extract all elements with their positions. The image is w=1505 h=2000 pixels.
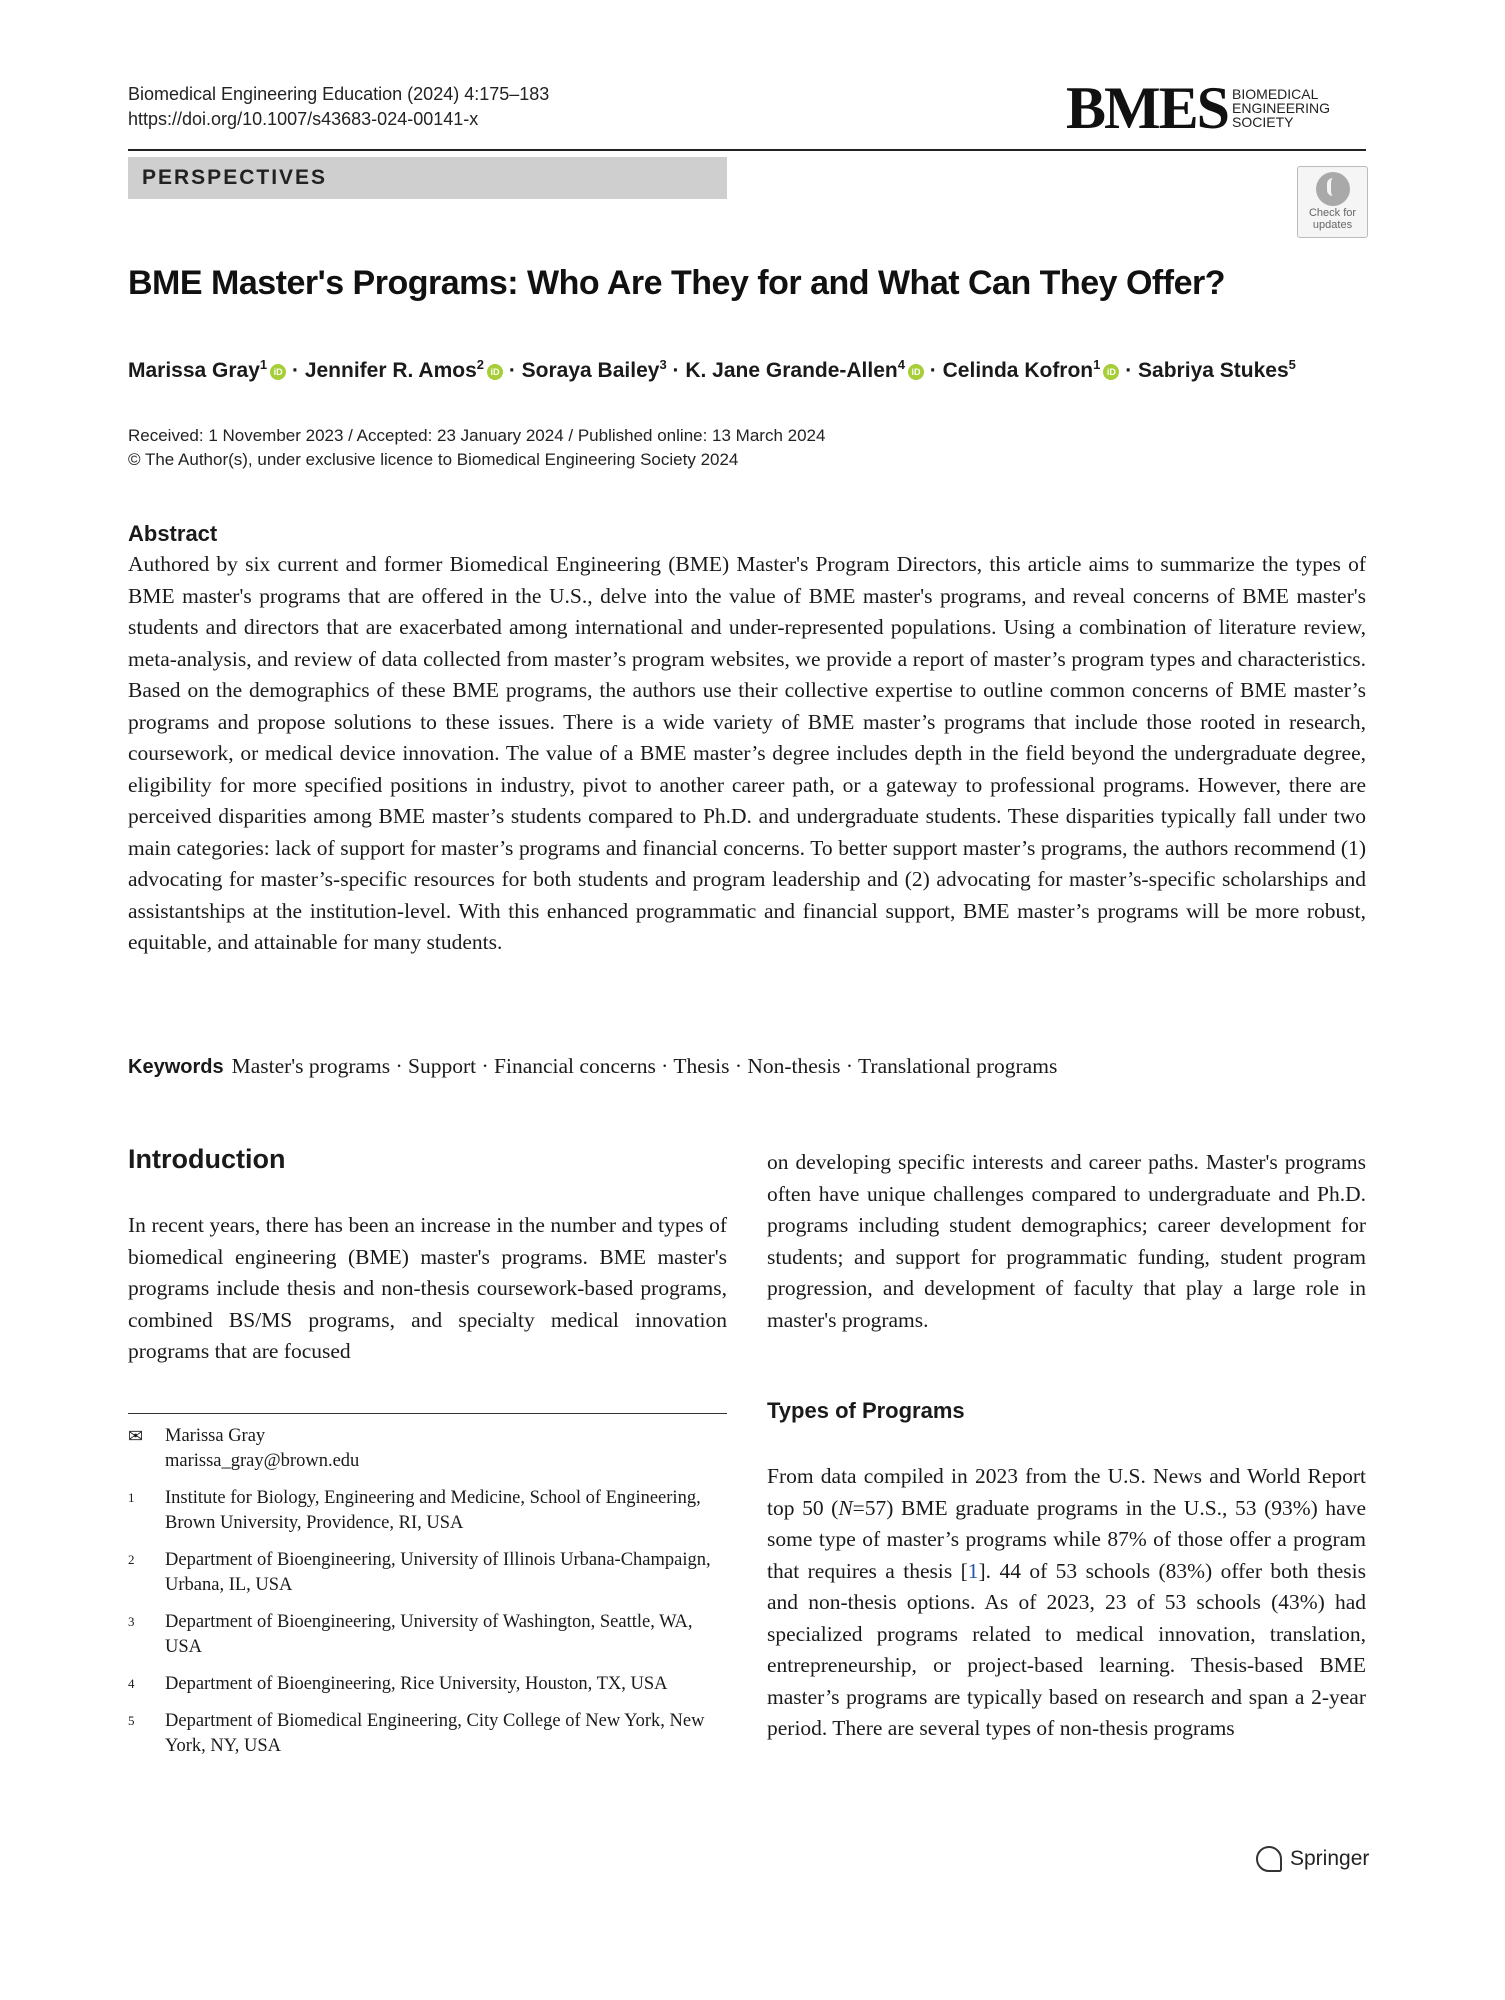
- introduction-heading: Introduction: [128, 1144, 286, 1174]
- author-name[interactable]: Sabriya Stukes: [1138, 359, 1289, 382]
- affiliation-number: 4: [128, 1676, 135, 1691]
- affiliation-text: Department of Biomedical Engineering, City College of New York, New York, NY, USA: [165, 1711, 705, 1756]
- abstract-heading: Abstract: [128, 521, 218, 546]
- types-of-programs-paragraph: [767, 1461, 1366, 1745]
- corresponding-author: [128, 1424, 727, 1474]
- publication-dates: [128, 424, 825, 472]
- check-updates-line: updates: [1312, 219, 1353, 231]
- journal-citation: [128, 82, 549, 132]
- author-name[interactable]: Jennifer R. Amos: [304, 359, 477, 382]
- affiliation-text: Institute for Biology, Engineering and Medicine, School of Engineering, Brown University, Providence, RI, USA: [165, 1488, 701, 1533]
- bmes-logo-mark: BMES: [1066, 75, 1229, 141]
- envelope-icon: ✉: [128, 1426, 144, 1446]
- keywords-list: Master's programs · Support · Financial concerns · Thesis · Non-thesis · Translational programs: [231, 1054, 1058, 1078]
- affiliation-sup: 1: [259, 357, 268, 372]
- affiliation-number: 1: [128, 1490, 135, 1505]
- affiliation-item: [128, 1610, 727, 1660]
- affiliation-sup: 1: [1093, 357, 1101, 372]
- abstract-text: Authored by six current and former Biomedical Engineering (BME) Master's Program Directors, this article aims to summarize the types of BME master's programs that are offered in the U.S., delve into the value of BME master's programs, and reveal concerns of BME master's students and directors that are exacerbated among international and under-represented populations. Using a combination of literature review, meta-analysis, and review of data collected from master’s program websites, we provide a report of master’s program types and characteristics. Based on the demographics of these BME programs, the authors use their collective expertise to outline common concerns of BME master’s programs and propose solutions to these issues. There is a wide variety of BME master’s programs that include those rooted in research, coursework, or medical device innovation. The value of a BME master’s degree includes depth in the field beyond the undergraduate degree, eligibility for more specified positions in industry, pivot to another career path, or a gateway to professional programs. However, there are perceived disparities among BME master’s students compared to Ph.D. and undergraduate students. These disparities typically fall under two main categories: lack of support for master’s programs and financial concerns. To better support master’s programs, the authors recommend (1) advocating for master’s-specific resources for both students and program leadership and (2) advocating for master’s-specific scholarships and assistantships at the institution-level. With this enhanced programmatic and financial support, BME master’s programs will be more robust, equitable, and attainable for many students.: [128, 552, 1366, 954]
- contact-name: Marissa Gray: [165, 1426, 266, 1446]
- text-span: =57) BME graduate programs in the U.S., 53 (93%) have some type of master’s programs while 87% of those offer a program that requires a thesis [: [767, 1495, 1366, 1583]
- text-span: From data compiled in 2023 from the U.S. News and World Report top 50 (: [767, 1464, 1366, 1520]
- check-updates-line: Check for: [1308, 207, 1357, 219]
- logo-sub-line: BIOMEDICAL: [1232, 86, 1319, 102]
- doi-link[interactable]: https://doi.org/10.1007/s43683-024-00141-x: [128, 109, 479, 129]
- springer-logo: [1256, 1844, 1369, 1874]
- article-title: BME Master's Programs: Who Are They for and What Can They Offer?: [128, 264, 1225, 302]
- bmes-logo: [1066, 75, 1366, 141]
- author-name[interactable]: Marissa Gray: [128, 359, 260, 382]
- springer-horse-icon: [1256, 1846, 1282, 1872]
- types-of-programs-heading: Types of Programs: [767, 1398, 965, 1423]
- affiliation-sup: 4: [897, 357, 905, 372]
- orcid-icon[interactable]: iD: [908, 364, 924, 380]
- author-name[interactable]: K. Jane Grande-Allen: [685, 359, 898, 382]
- keywords: [128, 1051, 1057, 1082]
- contact-email[interactable]: marissa_gray@brown.edu: [165, 1451, 360, 1471]
- history-dates: Received: 1 November 2023 / Accepted: 23 January 2024 / Published online: 13 March 2024: [128, 426, 826, 445]
- introduction-paragraph: In recent years, there has been an increase in the number and types of biomedical engineering (BME) master's programs. BME master's programs include thesis and non-thesis coursework-based programs, combined BS/MS programs, and specialty medical innovation programs that are focused: [128, 1213, 727, 1363]
- introduction-right-column: [767, 1147, 1366, 1336]
- author-name[interactable]: Celinda Kofron: [942, 359, 1094, 382]
- affiliation-text: Department of Bioengineering, University of Illinois Urbana-Champaign, Urbana, IL, USA: [165, 1550, 711, 1595]
- affiliation-item: [128, 1486, 727, 1536]
- logo-sub-line: SOCIETY: [1232, 114, 1294, 130]
- check-updates-text: [1298, 207, 1367, 231]
- publisher-name: Springer: [1290, 1847, 1370, 1870]
- orcid-icon[interactable]: iD: [270, 364, 286, 380]
- copyright: © The Author(s), under exclusive licence to Biomedical Engineering Society 2024: [128, 450, 739, 469]
- affiliation-number: 5: [128, 1713, 135, 1728]
- types-of-programs-column: [767, 1461, 1366, 1745]
- keywords-label: Keywords: [128, 1056, 224, 1078]
- author-name[interactable]: Soraya Bailey: [521, 359, 660, 382]
- affiliation-sup: 2: [476, 357, 484, 372]
- affiliation-text: Department of Bioengineering, Rice University, Houston, TX, USA: [165, 1674, 668, 1694]
- introduction-paragraph-continued: on developing specific interests and career paths. Master's programs often have unique challenges compared to undergraduate and Ph.D. programs including student demographics; career development for students; and support for programmatic funding, student program progression, and development of faculty that play a large role in master's programs.: [767, 1150, 1366, 1332]
- check-for-updates-badge[interactable]: [1297, 166, 1368, 238]
- affiliation-text: Department of Bioengineering, University of Washington, Seattle, WA, USA: [165, 1612, 693, 1657]
- affiliation-item: [128, 1709, 727, 1759]
- introduction-left-column: [128, 1210, 727, 1368]
- footnotes: [128, 1424, 727, 1771]
- logo-sub-line: ENGINEERING: [1232, 100, 1331, 116]
- affiliation-item: [128, 1548, 727, 1598]
- affiliation-sup: 5: [1288, 357, 1296, 372]
- crossmark-icon: [1316, 172, 1350, 206]
- orcid-icon[interactable]: iD: [1103, 364, 1119, 380]
- affiliation-number: 3: [128, 1614, 135, 1629]
- bmes-logo-society: [1232, 87, 1330, 129]
- affiliation-sup: 3: [659, 357, 667, 372]
- citation-link[interactable]: 1: [967, 1558, 979, 1583]
- journal-info: Biomedical Engineering Education (2024) 4:175–183: [128, 84, 550, 104]
- italic-n: N: [838, 1495, 853, 1520]
- footnote-rule: [128, 1413, 727, 1414]
- contact-block: [165, 1424, 359, 1474]
- orcid-icon[interactable]: iD: [487, 364, 503, 380]
- section-label: PERSPECTIVES: [142, 166, 328, 189]
- header-rule: [128, 149, 1366, 151]
- affiliation-number: 2: [128, 1552, 135, 1567]
- author-list: Marissa Gray$^1$ iD · Jennifer R. Amos$^2$ iD · Soraya Bailey$^3$ · K. Jane Grande-Allen$^4$ iD · Celinda Kofron$^1$ iD · Sabriya Stukes$^5$: [128, 357, 1296, 382]
- text-span: ]. 44 of 53 schools (83%) offer both thesis and non-thesis options. As of 2023, 23 of 53 schools (43%) had specialized programs related to medical innovation, translation, entrepreneurship, or project-based learning. Thesis-based BME master’s programs are typically based on research and span a 2-year period. There are several types of non-thesis programs: [767, 1558, 1366, 1740]
- affiliation-item: [128, 1672, 727, 1697]
